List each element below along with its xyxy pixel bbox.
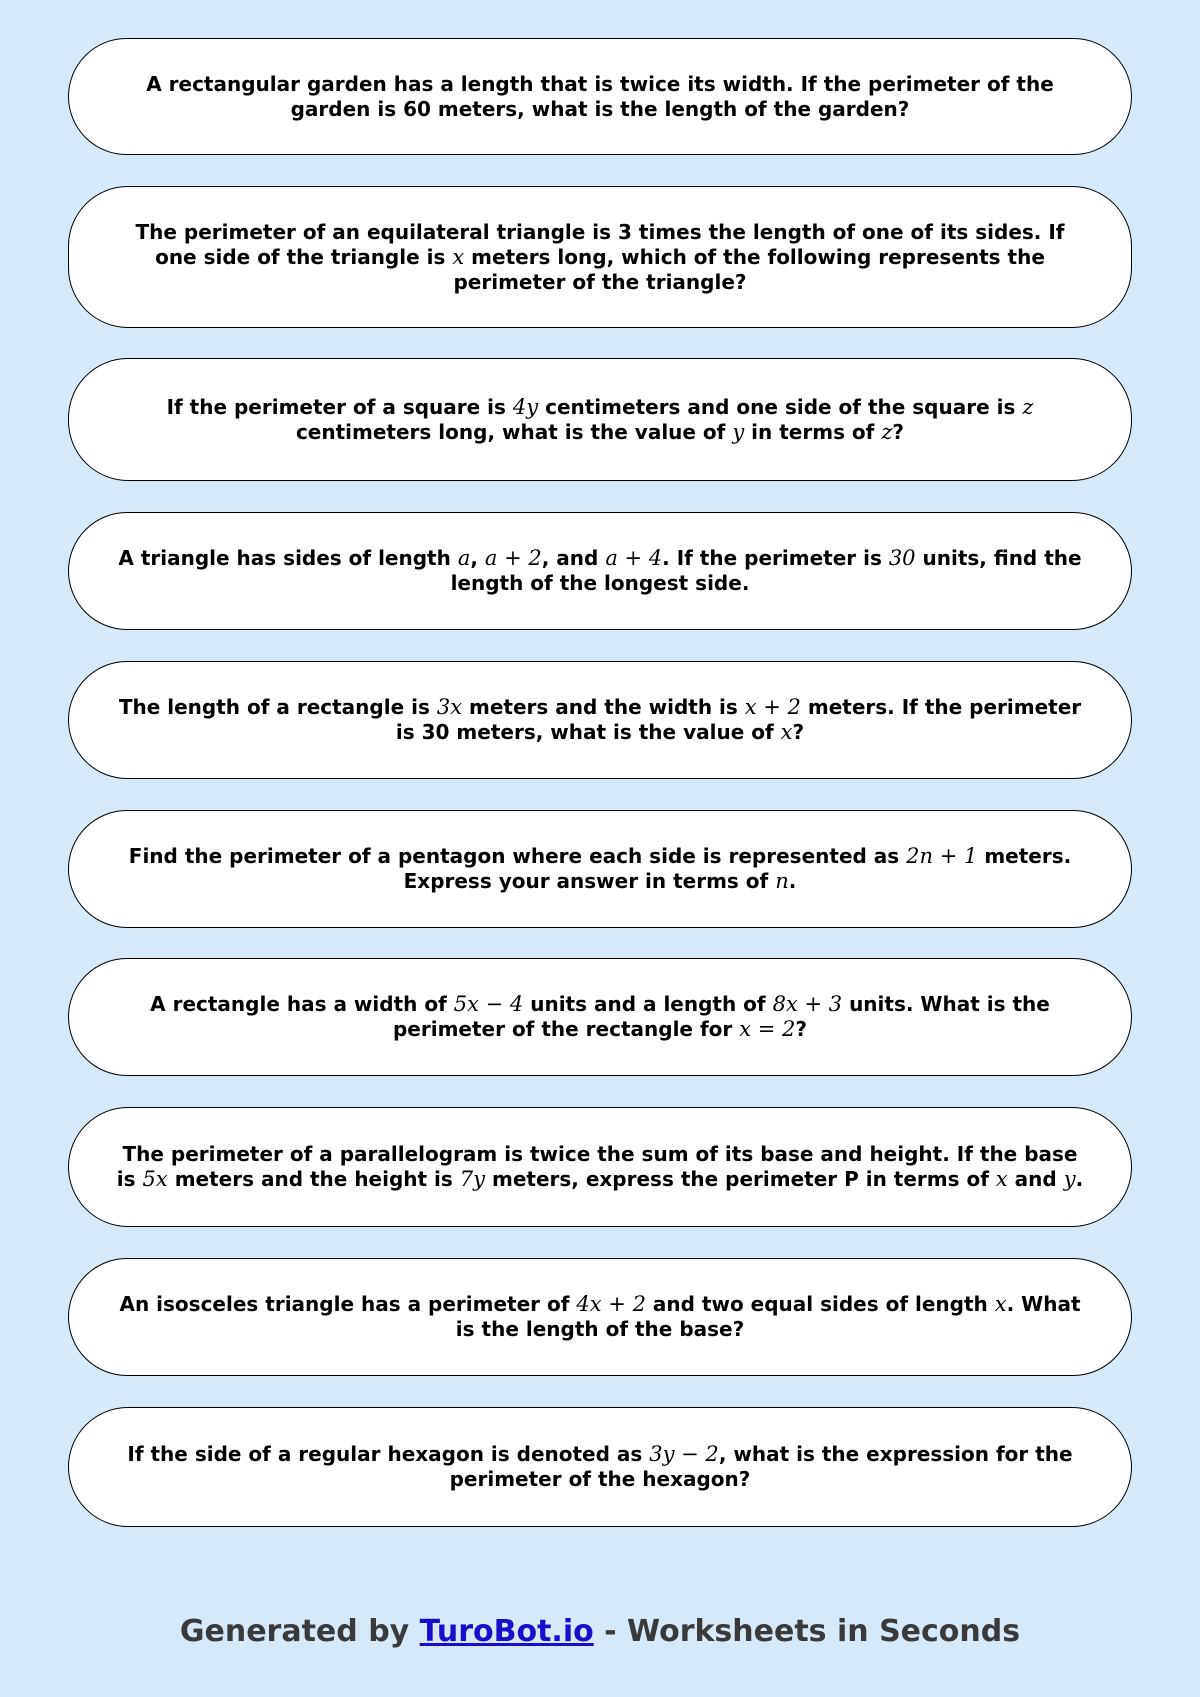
math-expression: 2n + 1 bbox=[906, 844, 978, 868]
question-card bbox=[68, 958, 1132, 1076]
math-expression: 4y bbox=[512, 394, 539, 419]
question-text-run: ? bbox=[892, 419, 905, 444]
question-text-run: and bbox=[1007, 1167, 1064, 1191]
question-text-run: Express your answer in terms of bbox=[403, 869, 776, 893]
question-text-run: units, find the bbox=[915, 546, 1082, 570]
question-text-run: , bbox=[470, 546, 485, 570]
question-text-run: If the side of a regular hexagon is denoted as bbox=[127, 1442, 650, 1466]
question-text-run: meters and the width is bbox=[462, 695, 745, 719]
question-text-run: perimeter of the rectangle for bbox=[392, 1017, 740, 1041]
question-card bbox=[68, 810, 1132, 928]
question-text-run: An isosceles triangle has a perimeter of bbox=[119, 1292, 577, 1316]
math-expression: z bbox=[1022, 394, 1034, 419]
question-text-run: length of the longest side. bbox=[450, 571, 750, 595]
question-text-run: is the length of the base? bbox=[455, 1317, 745, 1341]
question-text bbox=[135, 220, 1064, 295]
question-text-run: meters. If the perimeter bbox=[800, 695, 1082, 719]
footer-prefix: Generated by bbox=[179, 1614, 420, 1649]
question-text bbox=[129, 844, 1071, 894]
math-expression: 8x + 3 bbox=[772, 992, 843, 1016]
question-text-run: meters and the height is bbox=[167, 1167, 460, 1191]
question-text-run: meters. bbox=[977, 844, 1072, 868]
question-text-run: A rectangle has a width of bbox=[150, 992, 454, 1016]
question-text-run: units. What is the bbox=[842, 992, 1050, 1016]
turobot-link[interactable]: TuroBot.io bbox=[419, 1614, 594, 1649]
question-text-run: . bbox=[788, 869, 797, 893]
question-text-run: . bbox=[1075, 1167, 1084, 1191]
math-expression: a + 2 bbox=[484, 546, 542, 570]
math-expression: 3y − 2 bbox=[649, 1442, 719, 1466]
footer-suffix: - Worksheets in Seconds bbox=[593, 1614, 1021, 1649]
question-text-run: A triangle has sides of length bbox=[118, 546, 458, 570]
question-text-run: is 30 meters, what is the value of bbox=[395, 720, 781, 744]
math-expression: 7y bbox=[459, 1167, 486, 1191]
question-text bbox=[150, 992, 1050, 1042]
question-text bbox=[146, 72, 1054, 122]
question-text bbox=[117, 1142, 1083, 1192]
question-text-run: garden is 60 meters, what is the length of the garden? bbox=[290, 96, 910, 121]
math-expression: 3x bbox=[436, 695, 463, 719]
question-text-run: A rectangular garden has a length that is twice its width. If the perimeter of the bbox=[146, 71, 1054, 96]
math-expression: 5x bbox=[142, 1167, 168, 1191]
question-card bbox=[68, 38, 1132, 155]
question-text-run: one side of the triangle is bbox=[155, 244, 453, 269]
question-text-run: ? bbox=[795, 1017, 807, 1041]
question-card bbox=[68, 1407, 1132, 1527]
math-expression: a + 4 bbox=[605, 546, 663, 570]
question-text-run: centimeters long, what is the value of bbox=[295, 419, 733, 444]
question-text-run: If the perimeter of a square is bbox=[166, 394, 513, 419]
question-card bbox=[68, 1107, 1132, 1227]
math-expression: x bbox=[452, 244, 465, 269]
math-expression: x bbox=[994, 1292, 1007, 1316]
question-text-run: The length of a rectangle is bbox=[118, 695, 437, 719]
question-text-run: . What bbox=[1006, 1292, 1081, 1316]
math-expression: a bbox=[457, 546, 471, 570]
question-text-run: meters, express the perimeter P in terms of bbox=[485, 1167, 996, 1191]
question-text-run: and two equal sides of length bbox=[645, 1292, 995, 1316]
question-text bbox=[118, 546, 1081, 596]
math-expression: y bbox=[1063, 1167, 1076, 1191]
question-text-run: , what is the expression for the bbox=[718, 1442, 1073, 1466]
math-expression: 5x − 4 bbox=[453, 992, 524, 1016]
footer bbox=[0, 1614, 1200, 1650]
question-card bbox=[68, 358, 1132, 481]
question-text-run: . If the perimeter is bbox=[662, 546, 889, 570]
question-text-run: The perimeter of a parallelogram is twice the sum of its base and height. If the base bbox=[122, 1142, 1078, 1166]
question-text bbox=[127, 1442, 1072, 1492]
question-text-run: perimeter of the hexagon? bbox=[449, 1467, 751, 1491]
question-text-run: centimeters and one side of the square is bbox=[538, 394, 1023, 419]
question-text-run: units and a length of bbox=[523, 992, 773, 1016]
math-expression: z bbox=[881, 419, 893, 444]
question-text-run: ? bbox=[792, 720, 805, 744]
question-card bbox=[68, 512, 1132, 630]
question-text-run: perimeter of the triangle? bbox=[453, 269, 747, 294]
question-text-run: in terms of bbox=[744, 419, 882, 444]
question-card bbox=[68, 186, 1132, 328]
math-expression: x bbox=[995, 1167, 1008, 1191]
question-text bbox=[119, 695, 1081, 745]
question-card bbox=[68, 661, 1132, 779]
math-expression: 30 bbox=[888, 546, 916, 570]
math-expression: x = 2 bbox=[739, 1017, 796, 1041]
question-text-run: Find the perimeter of a pentagon where each side is represented as bbox=[128, 844, 907, 868]
math-expression: x + 2 bbox=[744, 695, 801, 719]
math-expression: y bbox=[732, 419, 745, 444]
question-text-run: is bbox=[116, 1167, 143, 1191]
math-expression: n bbox=[775, 869, 789, 893]
question-text-run: , and bbox=[541, 546, 606, 570]
question-card bbox=[68, 1258, 1132, 1376]
question-text-run: meters long, which of the following represents the bbox=[464, 244, 1045, 269]
question-text bbox=[167, 395, 1034, 445]
question-text bbox=[119, 1292, 1080, 1342]
math-expression: 4x + 2 bbox=[576, 1292, 646, 1316]
question-text-run: The perimeter of an equilateral triangle is 3 times the length of one of its sides. If bbox=[135, 219, 1065, 244]
math-expression: x bbox=[780, 720, 793, 744]
